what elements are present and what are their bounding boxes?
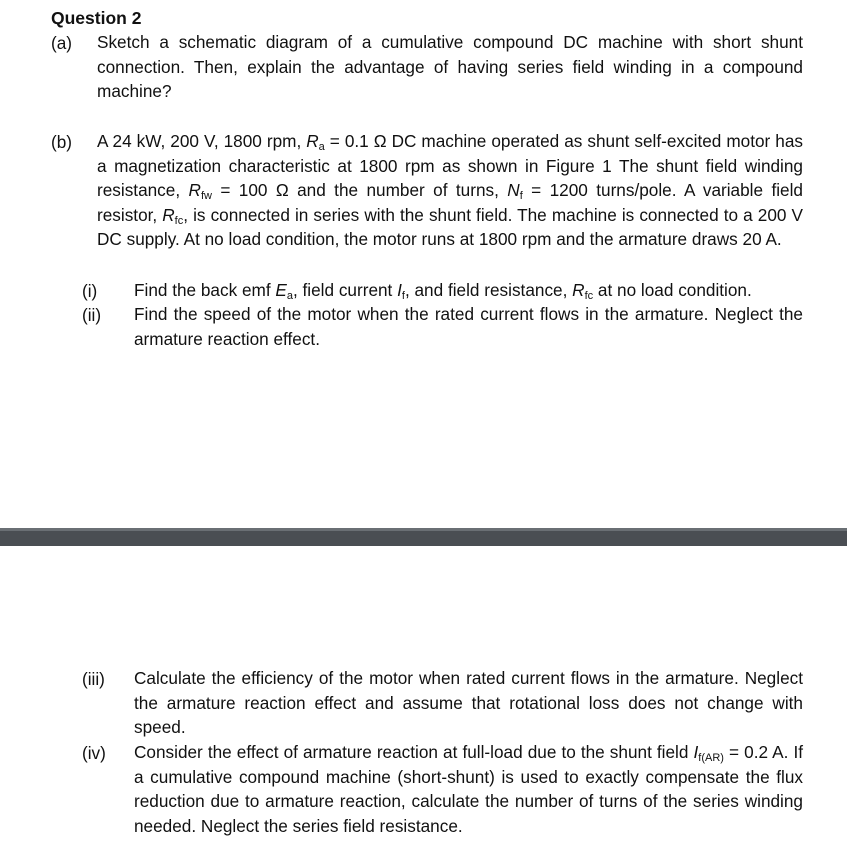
question-title: Question 2 bbox=[51, 8, 142, 28]
sub-i-text bbox=[134, 278, 803, 303]
ea-subscript: a bbox=[286, 290, 293, 302]
sub-iii-number: (iii) bbox=[82, 669, 105, 689]
sub-iii-text: Calculate the efficiency of the motor when rated current flows in the armature. Neglect the armature reaction effect and assume that rotational loss does not change with speed. bbox=[134, 668, 803, 738]
rfc-symbol-i: R bbox=[572, 280, 585, 300]
part-b-text bbox=[97, 129, 803, 252]
if-subscript: f bbox=[401, 290, 405, 302]
rfw-symbol: R bbox=[188, 180, 201, 201]
sub-ii-number: (ii) bbox=[82, 305, 102, 325]
sub-iv-t1: Consider the effect of armature reaction at full-load due to the shunt field bbox=[134, 742, 694, 762]
if-symbol: I bbox=[397, 280, 402, 300]
sub-i-t3: , and field resistance, bbox=[404, 280, 573, 300]
part-b-seg3: = 100 Ω and the number of turns, bbox=[211, 180, 508, 201]
sub-ii-text: Find the speed of the motor when the rated current flows in the armature. Neglect the armature reaction effect. bbox=[134, 304, 803, 349]
part-a-label: (a) bbox=[51, 33, 73, 53]
sub-i-number: (i) bbox=[82, 281, 98, 301]
page-divider bbox=[0, 528, 847, 546]
part-b-seg4: = 1200 turns/pole. A variable field resistor, bbox=[97, 180, 803, 225]
ea-symbol: E bbox=[275, 280, 287, 300]
rfc-symbol: R bbox=[162, 204, 175, 225]
nf-symbol: N bbox=[507, 180, 520, 201]
rfw-subscript: fw bbox=[200, 190, 212, 203]
sub-i-t2: , field current bbox=[292, 280, 398, 300]
sub-i-t1: Find the back emf bbox=[134, 280, 276, 300]
ra-subscript: a bbox=[318, 141, 325, 153]
rfc-subscript: fc bbox=[174, 214, 184, 227]
nf-subscript: f bbox=[519, 190, 523, 203]
sub-iv-t2: = 0.2 A. If a cumulative compound machine (short-shunt) is used to exactly compensate the flux reduction due to armature reaction, calculate the number of turns of the series winding needed. Neglect the series field resistance. bbox=[134, 742, 803, 836]
rfc-subscript-i: fc bbox=[584, 290, 594, 302]
if-ar-subscript: f(AR) bbox=[698, 752, 724, 764]
if-ar-symbol: I bbox=[693, 742, 699, 762]
sub-i-t4: at no load condition. bbox=[593, 280, 752, 300]
part-b-seg1: A 24 kW, 200 V, 1800 rpm, bbox=[97, 131, 307, 151]
ra-symbol: R bbox=[306, 131, 319, 151]
sub-iv-text bbox=[134, 740, 803, 838]
sub-iv-number: (iv) bbox=[82, 743, 106, 763]
part-b-seg5: , is connected in series with the shunt field. The machine is connected to a 200 V DC supply. At no load condition, the motor runs at 1800 rpm and the armature draws 20 A. bbox=[97, 204, 803, 250]
part-b-label: (b) bbox=[51, 132, 73, 152]
part-b-seg2: = 0.1 Ω DC machine operated as shunt self-excited motor has a magnetization characteristic at 1800 rpm as shown in Figure 1 The shunt field winding resistance, bbox=[97, 131, 803, 201]
part-a-text: Sketch a schematic diagram of a cumulative compound DC machine with short shunt connection. Then, explain the advantage of having series field winding in a compound machine? bbox=[97, 32, 803, 102]
